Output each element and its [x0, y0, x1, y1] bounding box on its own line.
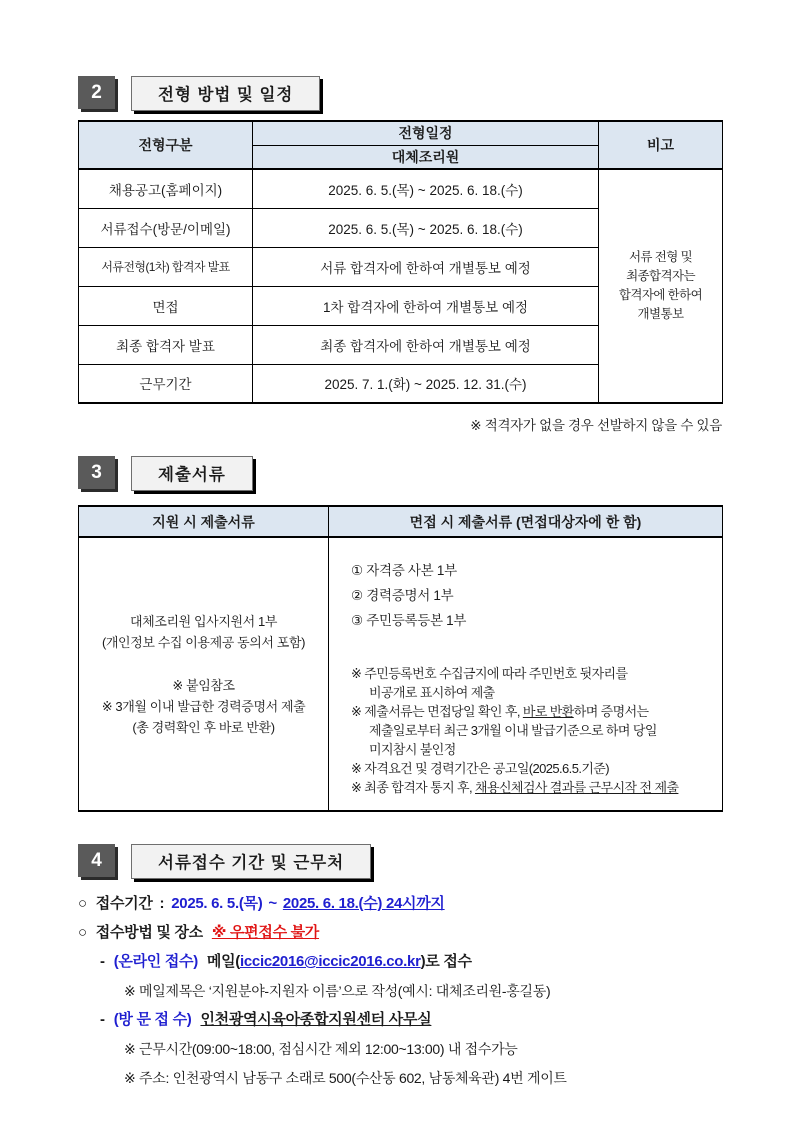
row-label: 채용공고(홈페이지)	[79, 169, 253, 208]
doc-line: ※ 3개월 이내 발급한 경력증명서 제출	[101, 698, 306, 714]
col-header-remark: 비고	[599, 121, 723, 169]
email-subject-note: ※ 메일제목은 ‘지원분야-지원자 이름’으로 작성(예시: 대체조리원-홍길동)	[124, 983, 551, 999]
documents-table	[78, 505, 723, 812]
note-text: ※ 제출서류는 면접당일 확인 후,	[351, 704, 523, 719]
online-reception-line	[78, 950, 722, 974]
reception-end-date: 2025. 6. 18.(수) 24시까지	[282, 895, 445, 912]
row-value: 최종 합격자에 한하여 개별통보 예정	[253, 325, 599, 364]
reception-method-label: 접수방법 및 장소	[95, 924, 203, 941]
note-line: ※ 자격요건 및 경력기간은 공고일(2025.6.5.기준)	[351, 761, 609, 776]
section4-header	[78, 844, 722, 879]
email-link[interactable]: iccic2016@iccic2016.co.kr	[240, 953, 421, 970]
interview-docs-list	[351, 558, 712, 633]
address-note: ※ 주소: 인천광역시 남동구 소래로 500(수산동 602, 남동체육관) 4번 게이트	[124, 1070, 567, 1086]
note-underlined-text: 바로 반환	[522, 704, 574, 719]
section4-body	[78, 892, 722, 1090]
section3-number-badge: 3	[78, 456, 115, 489]
reception-period-line	[78, 892, 722, 916]
remark-line: 합격자에 한하여	[618, 288, 703, 302]
section4-number-badge: 4	[78, 844, 115, 877]
col-header-interview-docs: 면접 시 제출서류 (면접대상자에 한 함)	[329, 506, 723, 537]
remark-line: 개별통보	[637, 307, 684, 321]
circle-bullet-icon: ○	[78, 895, 87, 912]
email-suffix: )로 접수	[420, 953, 472, 970]
dash-bullet: -	[100, 953, 105, 970]
note-line	[351, 702, 712, 721]
note-line: 제출일로부터 최근 3개월 이내 발급기준으로 하며 당일	[369, 723, 657, 738]
note-line: 비공개로 표시하여 제출	[369, 685, 495, 700]
section2-title: 전형 방법 및 일정	[131, 76, 320, 111]
schedule-footnote: ※ 적격자가 없을 경우 선발하지 않을 수 있음	[470, 418, 722, 433]
row-value: 2025. 6. 5.(목) ~ 2025. 6. 18.(수)	[253, 169, 599, 208]
section4-title: 서류접수 기간 및 근무처	[131, 844, 371, 879]
doc-line: (총 경력확인 후 바로 반환)	[132, 719, 275, 735]
list-item: ② 경력증명서 1부	[351, 588, 454, 603]
note-text: 하며 증명서는	[573, 704, 649, 719]
reception-start-date: 2025. 6. 5.(목)	[171, 895, 263, 912]
remark-cell	[599, 169, 723, 403]
office-hours-note: ※ 근무시간(09:00~18:00, 점심시간 제외 12:00~13:00) 내 접수가능	[124, 1041, 518, 1057]
reception-method-line	[78, 921, 722, 945]
note-line	[351, 778, 712, 797]
doc-line: 대체조리원 입사지원서 1부	[130, 613, 277, 629]
online-reception-tag: (온라인 접수)	[113, 953, 198, 970]
remark-line: 서류 전형 및	[628, 250, 693, 264]
row-label: 최종 합격자 발표	[79, 325, 253, 364]
interview-docs-cell	[329, 537, 723, 811]
remark-line: 최종합격자는	[626, 269, 695, 283]
tilde-separator: ~	[268, 895, 277, 912]
colon-separator: :	[159, 895, 165, 912]
row-label: 서류접수(방문/이메일)	[79, 208, 253, 247]
visit-reception-tag: (방 문 접 수)	[113, 1011, 192, 1028]
visit-place: 인천광역시육아종합지원센터 사무실	[200, 1011, 432, 1028]
row-label: 서류전형(1차) 합격자 발표	[79, 247, 253, 286]
row-label: 면접	[79, 286, 253, 325]
circle-bullet-icon: ○	[78, 924, 87, 941]
row-value: 1차 합격자에 한하여 개별통보 예정	[253, 286, 599, 325]
selection-schedule-table	[78, 120, 723, 404]
col-header-apply-docs: 지원 시 제출서류	[79, 506, 329, 537]
apply-docs-cell	[79, 537, 329, 811]
dash-bullet: -	[100, 1011, 105, 1028]
section2-header	[78, 76, 722, 111]
col-subheader-position: 대체조리원	[253, 145, 599, 169]
visit-reception-line	[78, 1008, 722, 1032]
note-text: ※ 최종 합격자 통지 후,	[351, 780, 476, 795]
doc-line: (개인정보 수집 이용제공 동의서 포함)	[101, 634, 306, 650]
table-row	[79, 169, 723, 208]
list-item: ① 자격증 사본 1부	[351, 563, 457, 578]
section2-number-badge: 2	[78, 76, 115, 109]
row-label: 근무기간	[79, 364, 253, 403]
no-postal-warning: ※ 우편접수 불가	[211, 924, 320, 941]
section3-header	[78, 456, 722, 491]
row-value: 서류 합격자에 한하여 개별통보 예정	[253, 247, 599, 286]
email-prefix: 메일(	[206, 953, 240, 970]
note-line: ※ 주민등록번호 수집금지에 따라 주민번호 뒷자리를	[351, 666, 628, 681]
section3-title: 제출서류	[131, 456, 253, 491]
col-header-schedule: 전형일정	[253, 121, 599, 145]
list-item: ③ 주민등록등본 1부	[351, 613, 467, 628]
note-line: 미지참시 불인정	[369, 742, 456, 757]
note-underlined-text: 채용신체검사 결과를 근무시작 전 제출	[475, 780, 679, 795]
row-value: 2025. 7. 1.(화) ~ 2025. 12. 31.(수)	[253, 364, 599, 403]
col-header-category: 전형구분	[79, 121, 253, 169]
interview-docs-notes	[351, 664, 712, 797]
doc-line: ※ 붙임참조	[172, 677, 235, 693]
row-value: 2025. 6. 5.(목) ~ 2025. 6. 18.(수)	[253, 208, 599, 247]
reception-period-label: 접수기간	[95, 895, 153, 912]
